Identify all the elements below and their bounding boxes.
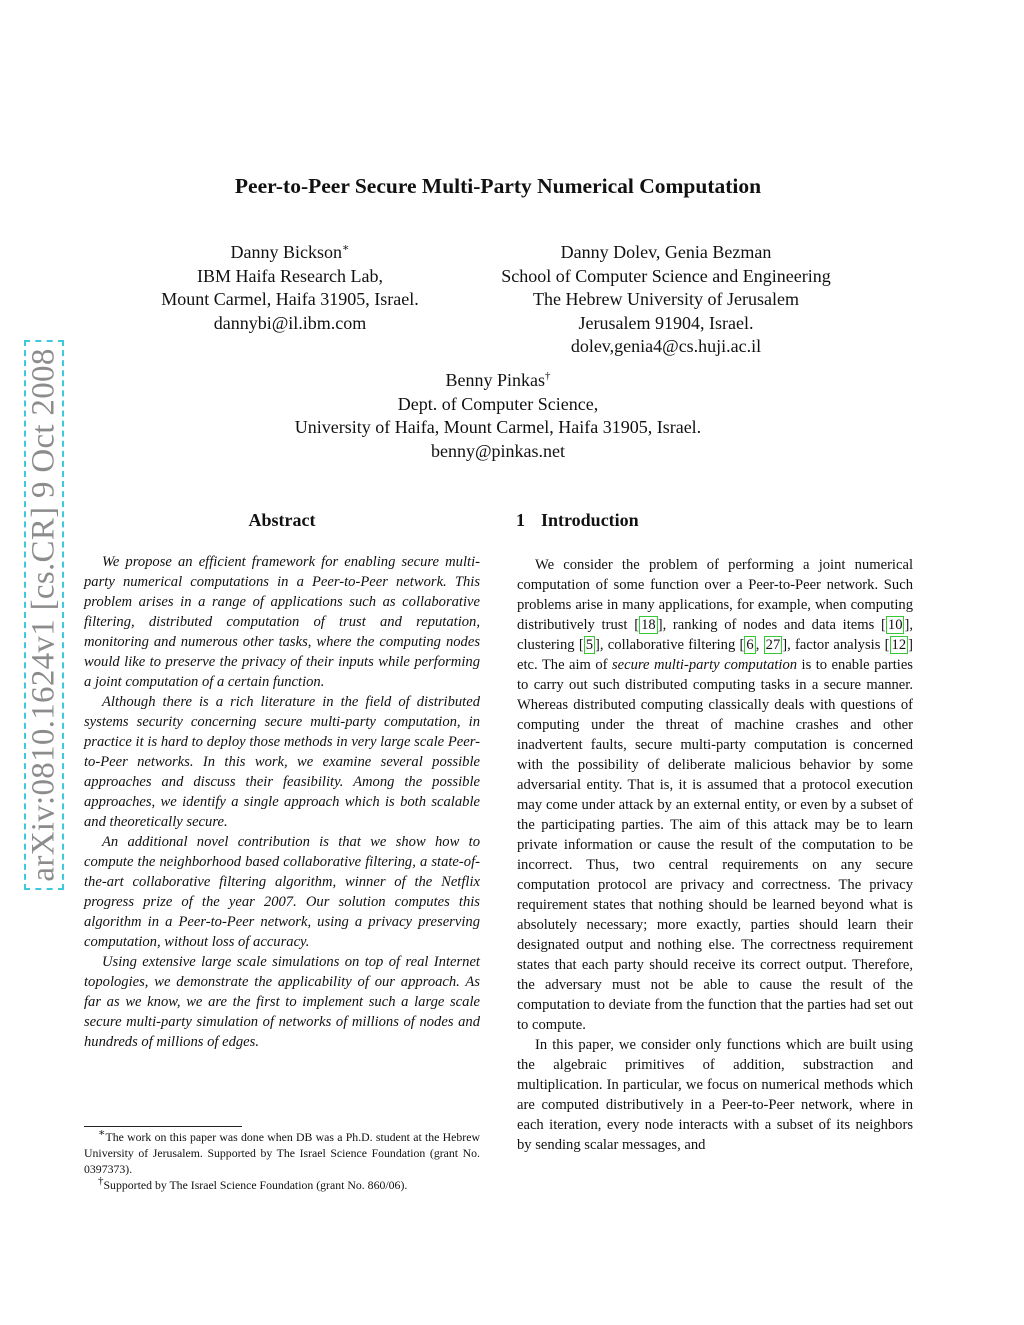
section-number: 1: [516, 510, 525, 530]
citation-link[interactable]: 12: [891, 637, 907, 653]
paper-title: Peer-to-Peer Secure Multi-Party Numerical Computation: [234, 174, 762, 198]
author-email: dolev,genia4@cs.huji.ac.il: [570, 336, 762, 356]
introduction-heading: [516, 510, 639, 531]
author-name: Danny Dolev, Genia Bezman: [560, 242, 772, 262]
author-block-pinkas: [240, 369, 756, 463]
intro-paragraph: In this paper, we consider only functions which are built using the algebraic primitives of addition, substraction and multiplication. In particular, we focus on numerical methods which are computed distributively in a Peer-to-Peer network, where in each iteration, every node interacts with a subset of its neighbors by sending scalar messages, and: [517, 1037, 913, 1153]
citation-link[interactable]: 18: [641, 617, 656, 633]
abstract-paragraph: An additional novel contribution is that we show how to compute the neighborhood based collaborative filtering, a state-of-the-art collaborative filtering algorithm, winner of the Netflix progress prize of the year 2007. Our solution computes this algorithm in a Peer-to-Peer network, using a privacy preserving computation, without loss of accuracy.: [84, 834, 480, 950]
author-name: Benny Pinkas†: [445, 370, 551, 390]
footnote: †Supported by The Israel Science Foundation (grant No. 860/06).: [98, 1175, 408, 1192]
author-email: benny@pinkas.net: [430, 440, 566, 461]
intro-paragraph: We consider the problem of performing a joint numerical computation of some function over a Peer-to-Peer network. Such problems arise in many applications, for example, when computing distributively trust [ 18 ], ranking of nodes and data items [ 10 ], clustering [ 5 ], collaborative filtering [ 6 , 27 ], factor analysis [ 12 ] etc. The aim of secure multi-party computation is to enable parties to carry out such distributed computing tasks in a secure manner. Whereas distributed computing classically deals with questions of computing under the threat of machine crashes and other inadvertent faults, secure multi-party computation is concerned with the possibility of deliberate malicious behavior by some adversarial entity. That is, it is assumed that a protocol execution may come under attack by an external entity, or even by a subset of the participating parties. The aim of this attack may be to learn private information or cause the result of the computation to be incorrect. Thus, two central requirements on any secure computation protocol are privacy and correctness. The privacy requirement states that nothing should be learned beyond what is absolutely necessary; more exactly, parties should learn their designated output and nothing else. The correctness requirement states that each party should receive its correct output. Therefore, the adversary must not be able to cause the result of the computation to deviate from the function that the parties had set out to compute.: [517, 557, 914, 1033]
author-email: dannybi@il.ibm.com: [213, 312, 367, 333]
citation-link[interactable]: 6: [746, 637, 754, 653]
author-block-bickson: [140, 241, 440, 335]
author-affiliation: Dept. of Computer Science,: [397, 393, 599, 414]
abstract-body: [84, 552, 480, 1052]
author-affiliation: IBM Haifa Research Lab,: [197, 265, 383, 286]
introduction-body: [517, 555, 913, 1155]
section-title: Introduction: [541, 510, 639, 530]
author-name: Danny Bickson∗: [230, 242, 350, 262]
abstract-paragraph: We propose an efficient framework for enabling secure multi-party numerical computations in a Peer-to-Peer network. This problem arises in a range of applications such as collaborative filtering, distributed computation of trust and reputation, monitoring and numerous other tasks, where the computing nodes would like to preserve the privacy of their inputs while performing a joint computation of a certain function.: [84, 554, 480, 690]
citation-link[interactable]: 27: [765, 637, 781, 653]
footnote-rule: [84, 1126, 242, 1127]
abstract-paragraph: Using extensive large scale simulations on top of real Internet topologies, we demonstrate the applicability of our approach. As far as we know, we are the first to implement such a large scale secure multi-party simulation of networks of millions of nodes and hundreds of millions of edges.: [84, 954, 480, 1050]
footnotes: [84, 1129, 480, 1193]
author-block-dolev-bezman: [480, 241, 852, 359]
abstract-paragraph: Although there is a rich literature in the field of distributed systems security concerning secure multi-party computation, in practice it is hard to deploy those methods in very large scale Peer-to-Peer networks. In this work, we examine several possible approaches and discuss their feasibility. Among the possible approaches, we identify a single approach which is both scalable and theoretically secure.: [84, 694, 480, 830]
author-address: University of Haifa, Mount Carmel, Haifa 31905, Israel.: [294, 417, 702, 437]
author-address: Mount Carmel, Haifa 31905, Israel.: [161, 289, 419, 309]
citation-link[interactable]: 10: [887, 617, 903, 633]
author-address: Jerusalem 91904, Israel.: [578, 312, 754, 333]
arxiv-stamp-text: arXiv:0810.1624v1 [cs.CR] 9 Oct 2008: [25, 348, 62, 882]
author-institution: The Hebrew University of Jerusalem: [533, 289, 799, 309]
abstract-heading: Abstract: [248, 510, 316, 530]
citation-link[interactable]: 5: [585, 637, 593, 653]
footnote: ∗The work on this paper was done when DB was a Ph.D. student at the Hebrew University of Jerusalem. Supported by The Israel Science Foundation (grant No. 0397373).: [84, 1127, 480, 1176]
author-affiliation: School of Computer Science and Engineering: [501, 265, 831, 286]
emphasis-term: secure multi-party computation: [611, 657, 798, 673]
arxiv-stamp: [24, 340, 64, 890]
